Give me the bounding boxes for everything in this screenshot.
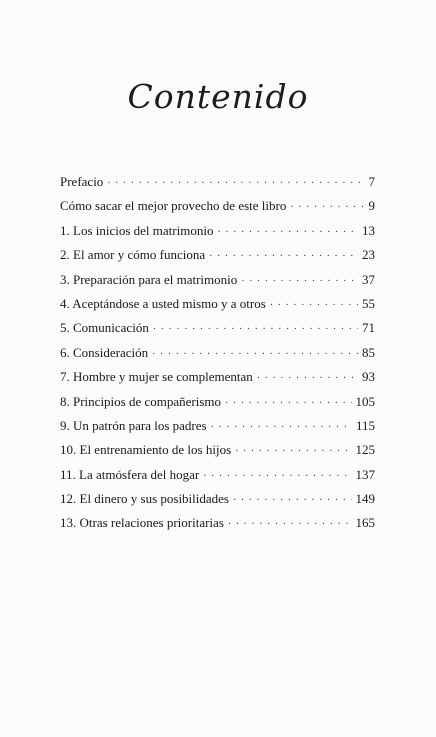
dot-leader: [152, 350, 358, 360]
toc-entry-title: 12. El dinero y sus posibilidades: [60, 491, 229, 507]
toc-entry-chapter-11: [60, 467, 375, 491]
toc-entry-title: 2. El amor y cómo funciona: [60, 247, 206, 263]
toc-entry-title: 9. Un patrón para los padres: [60, 417, 207, 433]
toc-entry-prefacio: [60, 174, 375, 198]
dot-leader: [153, 325, 358, 335]
toc-entry-page: 13: [362, 222, 375, 238]
toc-entry-title: 5. Comunicación: [60, 320, 149, 336]
toc-entry-title: 3. Preparación para el matrimonio: [60, 271, 238, 287]
toc-entry-chapter-4: [60, 296, 375, 320]
toc-entry-page: 105: [355, 393, 375, 409]
toc-entry-title: Prefacio: [60, 174, 104, 189]
dot-leader: [270, 301, 358, 311]
toc-entry-chapter-5: [60, 320, 375, 344]
dot-leader: [203, 472, 351, 482]
toc-entry-title: 6. Consideración: [60, 344, 149, 360]
toc-entry-chapter-3: [60, 272, 375, 296]
toc-entry-chapter-8: [60, 394, 375, 418]
toc-entry-page: 165: [355, 515, 375, 531]
toc-entry-como-sacar: [60, 198, 375, 222]
toc-entry-page: 23: [362, 247, 375, 263]
toc-entry-chapter-9: [60, 418, 375, 442]
toc-entry-page: 115: [355, 417, 375, 433]
toc-entry-page: 37: [362, 271, 375, 287]
toc-entry-page: 137: [355, 466, 375, 482]
toc-entry-title: Cómo sacar el mejor provecho de este libro: [60, 198, 287, 214]
toc-entry-page: 149: [355, 491, 375, 507]
dot-leader: [107, 179, 363, 189]
dot-leader: [225, 399, 351, 409]
toc-entry-title: 11. La atmósfera del hogar: [60, 466, 200, 482]
toc-entry-chapter-6: [60, 345, 375, 369]
toc-entry-page: 125: [355, 442, 375, 458]
toc-entry-page: 9: [368, 198, 375, 214]
table-of-contents: [60, 174, 375, 540]
dot-leader: [228, 520, 352, 530]
toc-entry-title: 4. Aceptándose a usted mismo y a otros: [60, 295, 266, 311]
toc-entry-chapter-13: [60, 515, 375, 539]
toc-entry-title: 13. Otras relaciones prioritarias: [60, 515, 224, 531]
dot-leader: [217, 228, 358, 238]
dot-leader: [209, 252, 358, 262]
toc-entry-chapter-7: [60, 369, 375, 393]
dot-leader: [235, 447, 351, 457]
dot-leader: [233, 496, 352, 506]
toc-entry-chapter-12: [60, 491, 375, 515]
dot-leader: [257, 374, 358, 384]
dot-leader: [211, 423, 352, 433]
toc-entry-page: 7: [368, 174, 375, 189]
toc-entry-page: 93: [362, 369, 375, 385]
toc-entry-title: 8. Principios de compañerismo: [60, 393, 222, 409]
toc-entry-chapter-2: [60, 247, 375, 271]
toc-entry-page: 85: [362, 344, 375, 360]
page-title: Contenido: [127, 77, 309, 116]
dot-leader: [241, 277, 358, 287]
toc-entry-title: 1. Los inicios del matrimonio: [60, 222, 214, 238]
toc-entry-title: 10. El entrenamiento de los hijos: [60, 442, 232, 458]
toc-entry-title: 7. Hombre y mujer se complementan: [60, 369, 253, 385]
toc-entry-page: 55: [362, 295, 375, 311]
dot-leader: [290, 203, 363, 213]
toc-entry-chapter-10: [60, 442, 375, 466]
toc-entry-page: 71: [362, 320, 375, 336]
toc-entry-chapter-1: [60, 223, 375, 247]
